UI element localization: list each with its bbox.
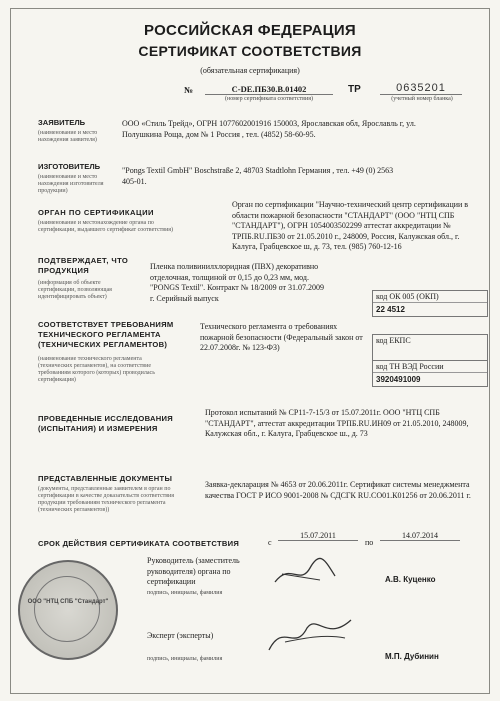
documents-label: ПРЕДСТАВЛЕННЫЕ ДОКУМЕНТЫ: [38, 474, 173, 483]
expert-name: М.П. Дубинин: [385, 652, 439, 661]
number-sign: №: [184, 85, 194, 95]
product-label: ПОДТВЕРЖДАЕТ, ЧТО ПРОДУКЦИЯ: [38, 256, 129, 275]
cert-body-text: Орган по сертификации "Научно-технический центр сертификации в области пожарной безопасности "СТАНДАРТ" (ООО "НТЦ СПБ "СТАНДАРТ"), ОГРН 1054003502299 аттестат аккредитации № ТРПБ.RU.ПБ30 от 21.05.2010 г., 248009, Россия, Калужская обл., г. Калуга, Грабцевское ш, д. 73, тел. (985) 760-12-16: [232, 200, 469, 251]
validity-label: СРОК ДЕЙСТВИЯ СЕРТИФИКАТА СООТВЕТСТВИЯ: [38, 539, 240, 548]
compliance-label: СООТВЕТСТВУЕТ ТРЕБОВАНИЯМ ТЕХНИЧЕСКОГО РЕГЛАМЕНТА (ТЕХНИЧЕСКИХ РЕГЛАМЕНТОВ): [38, 320, 174, 349]
tp-label: ТР: [348, 84, 361, 95]
tests-text: Протокол испытаний № СР11-7-15/3 от 15.07.2011г. ООО "НТЦ СПБ "СТАНДАРТ", аттестат аккредитации ТРПБ.RU.ИН09 от 21.05.2010, 248009, Калужская обл., г. Калуга, Грабцевское ш., д. 73: [205, 408, 469, 438]
expert-signature: [265, 612, 355, 656]
cert-body-caption: (наименование и местонахождение органа по сертификации, выдавшего сертификат соответствия): [38, 220, 174, 233]
manufacturer-label: ИЗГОТОВИТЕЛЬ: [38, 162, 101, 171]
validity-to-date: 14.07.2014: [380, 531, 460, 541]
tnved-code-label: код ТН ВЭД России: [373, 361, 487, 373]
certificate-number: C-DE.ПБ30.В.01402: [205, 84, 333, 95]
expert-signature-caption: подпись, инициалы, фамилия: [147, 656, 223, 662]
applicant-label: ЗАЯВИТЕЛЬ: [38, 118, 86, 127]
blank-number-caption: (учетный номер бланка): [391, 96, 453, 102]
head-signature: [270, 556, 340, 588]
product-text: Пленка поливинилхлоридная (ПВХ) декоративно отделочная, толщиной от 0,15 до 0,23 мм, мод. "PONGS Textil". Контракт № 18/2009 от 31.07.2009 г. Серийный выпуск: [150, 262, 325, 303]
validity-from-prefix: с: [268, 538, 272, 547]
documents-caption: (документы, представленные заявителем в орган по сертификации в качестве доказательств соответствия продукции требованиям технического регламента (технических регламентов)): [38, 486, 175, 513]
tests-label: ПРОВЕДЕННЫЕ ИССЛЕДОВАНИЯ (ИСПЫТАНИЯ) И ИЗМЕРЕНИЯ: [38, 414, 174, 433]
validity-from-date: 15.07.2011: [278, 531, 358, 541]
seal-inner-ring: [34, 576, 100, 642]
documents-text: Заявка-декларация № 4653 от 20.06.2011г. Сертификат системы менеджмента качества ГОСТ Р ИСО 9001-2008 № СДСГК RU.СО01.К01256 от 20.06.2011 г.: [205, 480, 471, 500]
head-signature-label: Руководитель (заместитель руководителя) органа по сертификации: [147, 556, 240, 586]
okp-code-box: [372, 290, 488, 317]
ekps-code-value: [373, 346, 487, 360]
head-name: А.В. Куценко: [385, 575, 436, 584]
validity-to-prefix: по: [365, 538, 374, 547]
manufacturer-text: "Pongs Textil GmbH" Boschstraße 2, 48703 Stadtlohn Германия , тел. +49 (0) 2563 405-01.: [122, 166, 394, 186]
okp-code-value: 22 4512: [376, 305, 405, 314]
compliance-caption: (наименование технического регламента (технических регламентов), на соответствие требованиям которого (которых) проводилась сертификация): [38, 356, 155, 383]
tnved-code-value: 3920491009: [376, 375, 421, 384]
seal-text: ООО "НТЦ СПБ "Стандарт": [27, 599, 109, 605]
okp-code-label: код ОК 005 (ОКП): [373, 291, 487, 303]
country-title: РОССИЙСКАЯ ФЕДЕРАЦИЯ: [143, 22, 356, 39]
cert-body-label: ОРГАН ПО СЕРТИФИКАЦИИ: [38, 208, 154, 217]
expert-signature-label: Эксперт (эксперты): [147, 631, 214, 640]
document-subtitle: (обязательная сертификация): [200, 66, 300, 75]
head-signature-caption: подпись, инициалы, фамилия: [147, 590, 223, 596]
document-title: СЕРТИФИКАТ СООТВЕТСТВИЯ: [138, 43, 362, 59]
applicant-caption: (наименование и место нахождения заявителя): [38, 130, 98, 143]
certificate-number-caption: (номер сертификата соответствия): [225, 96, 313, 102]
ekps-code-label: код ЕКПС: [376, 336, 411, 345]
ekps-code-box: [372, 334, 488, 361]
blank-number: 0635201: [380, 82, 462, 95]
applicant-text: ООО «Стиль Трейд», ОГРН 1077602001916 150003, Ярославская обл, Ярославль г, ул. Полушкина Роща, дом № 1 Россия , тел. (4852) 58-60-95.: [122, 119, 416, 139]
tnved-code-box: [372, 360, 488, 387]
manufacturer-caption: (наименование и место нахождения изготовителя продукции): [38, 174, 104, 194]
compliance-text: Технического регламента о требованиях пожарной безопасности (Федеральный закон от 22.07.2008г. № 123-ФЗ): [200, 322, 363, 352]
product-caption: (информация об объекте сертификации, позволяющая идентифицировать объект): [38, 280, 112, 300]
organization-seal: [18, 560, 118, 660]
